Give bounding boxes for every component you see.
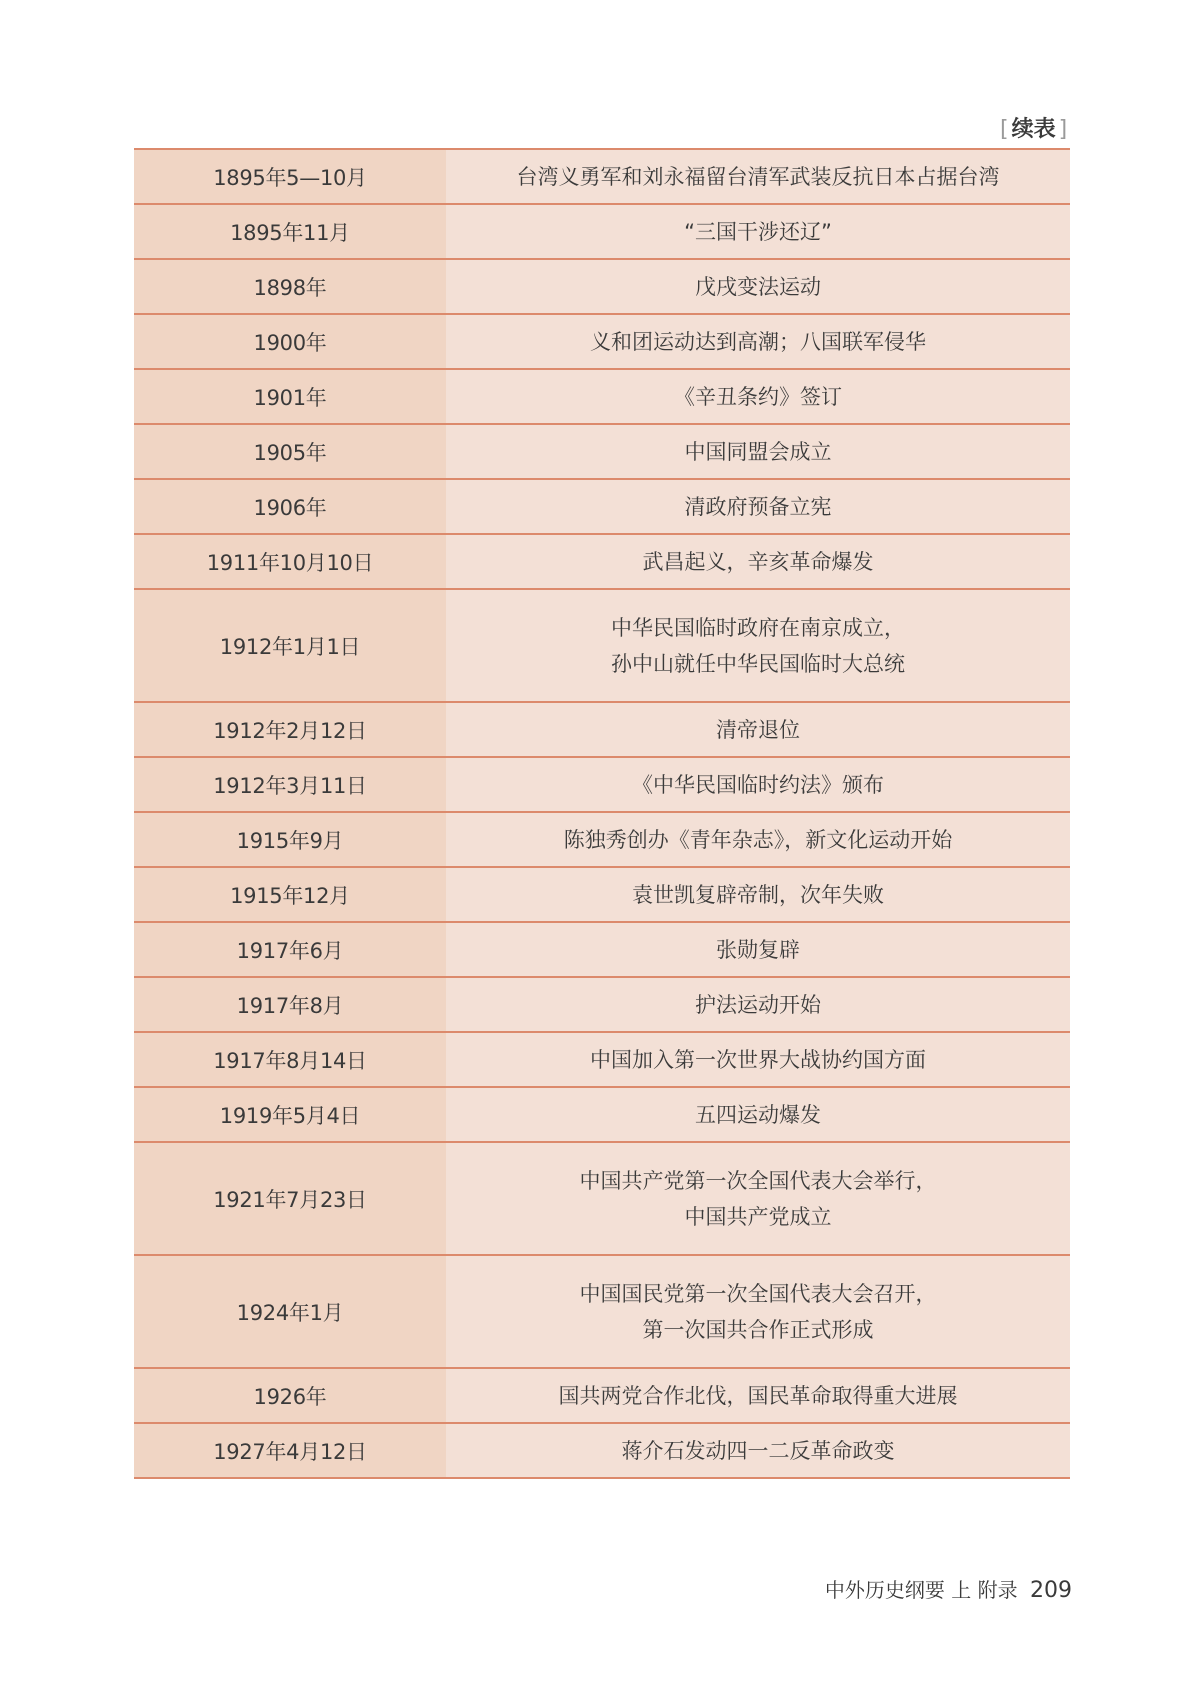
event-text-line: 蒋介石发动四一二反革命政变	[621, 1438, 895, 1463]
event-cell	[446, 370, 1070, 423]
event-cell	[446, 425, 1070, 478]
event-text-line: 国共两党合作北伐，国民革命取得重大进展	[558, 1383, 958, 1408]
event-cell	[446, 150, 1070, 203]
table-row	[134, 370, 1070, 425]
date-cell: 1901年	[134, 370, 446, 423]
footer-book-title: 中外历史纲要	[824, 1578, 945, 1602]
event-text-line: 《辛丑条约》签订	[674, 384, 842, 409]
event-text-line: 五四运动爆发	[695, 1102, 821, 1127]
table-row	[134, 703, 1070, 758]
event-text-line: 中国共产党成立	[684, 1204, 832, 1229]
event-cell	[446, 923, 1070, 976]
table-row	[134, 205, 1070, 260]
table-row	[134, 150, 1070, 205]
table-row	[134, 1369, 1070, 1424]
page-number: 209	[1030, 1578, 1072, 1603]
table-row	[134, 1256, 1070, 1369]
table-row	[134, 978, 1070, 1033]
table-row	[134, 535, 1070, 590]
date-cell: 1895年11月	[134, 205, 446, 258]
table-row	[134, 315, 1070, 370]
table-row	[134, 590, 1070, 703]
date-cell: 1912年2月12日	[134, 703, 446, 756]
event-text-line: 中国加入第一次世界大战协约国方面	[590, 1047, 926, 1072]
close-bracket: ]	[1058, 117, 1068, 142]
continued-label-text: 续表	[1011, 117, 1056, 142]
event-text-line: 中国国民党第一次全国代表大会召开，	[579, 1281, 937, 1306]
date-cell: 1917年6月	[134, 923, 446, 976]
chronology-table	[134, 148, 1070, 1479]
event-cell	[446, 758, 1070, 811]
date-cell: 1905年	[134, 425, 446, 478]
event-text-line: 《中华民国临时约法》颁布	[632, 772, 884, 797]
table-row	[134, 868, 1070, 923]
event-cell	[446, 978, 1070, 1031]
event-cell	[446, 1088, 1070, 1141]
table-row	[134, 1143, 1070, 1256]
date-cell: 1917年8月14日	[134, 1033, 446, 1086]
date-cell: 1912年1月1日	[134, 590, 446, 701]
event-text-line: 中华民国临时政府在南京成立，	[611, 615, 905, 640]
event-text-line: 张勋复辟	[716, 937, 800, 962]
event-cell	[446, 1033, 1070, 1086]
date-cell: 1911年10月10日	[134, 535, 446, 588]
event-cell	[446, 1369, 1070, 1422]
event-cell	[446, 480, 1070, 533]
event-text-line: 袁世凯复辟帝制，次年失败	[632, 882, 884, 907]
date-cell: 1921年7月23日	[134, 1143, 446, 1254]
event-cell	[446, 868, 1070, 921]
footer-section: 附录	[977, 1578, 1018, 1602]
event-text-line: “三国干涉还辽”	[684, 219, 832, 244]
table-row	[134, 425, 1070, 480]
table-row	[134, 1033, 1070, 1088]
event-text-line: 第一次国共合作正式形成	[642, 1317, 874, 1342]
event-text-line: 陈独秀创办《青年杂志》，新文化运动开始	[563, 827, 953, 852]
date-cell: 1917年8月	[134, 978, 446, 1031]
event-text-line: 清帝退位	[716, 717, 800, 742]
event-text-line: 义和团运动达到高潮；八国联军侵华	[590, 329, 926, 354]
page-footer	[800, 1572, 1072, 1608]
date-cell: 1906年	[134, 480, 446, 533]
open-bracket: [	[1000, 117, 1009, 142]
date-cell: 1900年	[134, 315, 446, 368]
event-cell	[446, 813, 1070, 866]
date-cell: 1895年5—10月	[134, 150, 446, 203]
date-cell: 1926年	[134, 1369, 446, 1422]
date-cell: 1898年	[134, 260, 446, 313]
date-cell: 1915年9月	[134, 813, 446, 866]
table-row	[134, 923, 1070, 978]
table-row	[134, 480, 1070, 535]
date-cell: 1915年12月	[134, 868, 446, 921]
event-text-line: 孙中山就任中华民国临时大总统	[611, 651, 905, 676]
event-cell	[446, 535, 1070, 588]
event-cell	[446, 205, 1070, 258]
event-cell	[446, 703, 1070, 756]
event-cell	[446, 590, 1070, 701]
continued-table-label	[1000, 114, 1072, 146]
table-row	[134, 1424, 1070, 1479]
event-text-line: 台湾义勇军和刘永福留台清军武装反抗日本占据台湾	[516, 164, 1000, 189]
date-cell: 1927年4月12日	[134, 1424, 446, 1477]
table-row	[134, 813, 1070, 868]
event-text-line: 戊戌变法运动	[695, 274, 821, 299]
date-cell: 1924年1月	[134, 1256, 446, 1367]
table-row	[134, 260, 1070, 315]
table-row	[134, 758, 1070, 813]
event-cell	[446, 1424, 1070, 1477]
event-text-line: 武昌起义，辛亥革命爆发	[642, 549, 874, 574]
event-text-line: 中国同盟会成立	[684, 439, 832, 464]
event-text-line: 护法运动开始	[695, 992, 821, 1017]
date-cell: 1919年5月4日	[134, 1088, 446, 1141]
event-text-line: 清政府预备立宪	[684, 494, 832, 519]
event-cell	[446, 1143, 1070, 1254]
event-cell	[446, 1256, 1070, 1367]
event-cell	[446, 315, 1070, 368]
table-row	[134, 1088, 1070, 1143]
footer-volume: 上	[951, 1578, 972, 1602]
date-cell: 1912年3月11日	[134, 758, 446, 811]
event-text-line: 中国共产党第一次全国代表大会举行，	[579, 1168, 937, 1193]
event-cell	[446, 260, 1070, 313]
